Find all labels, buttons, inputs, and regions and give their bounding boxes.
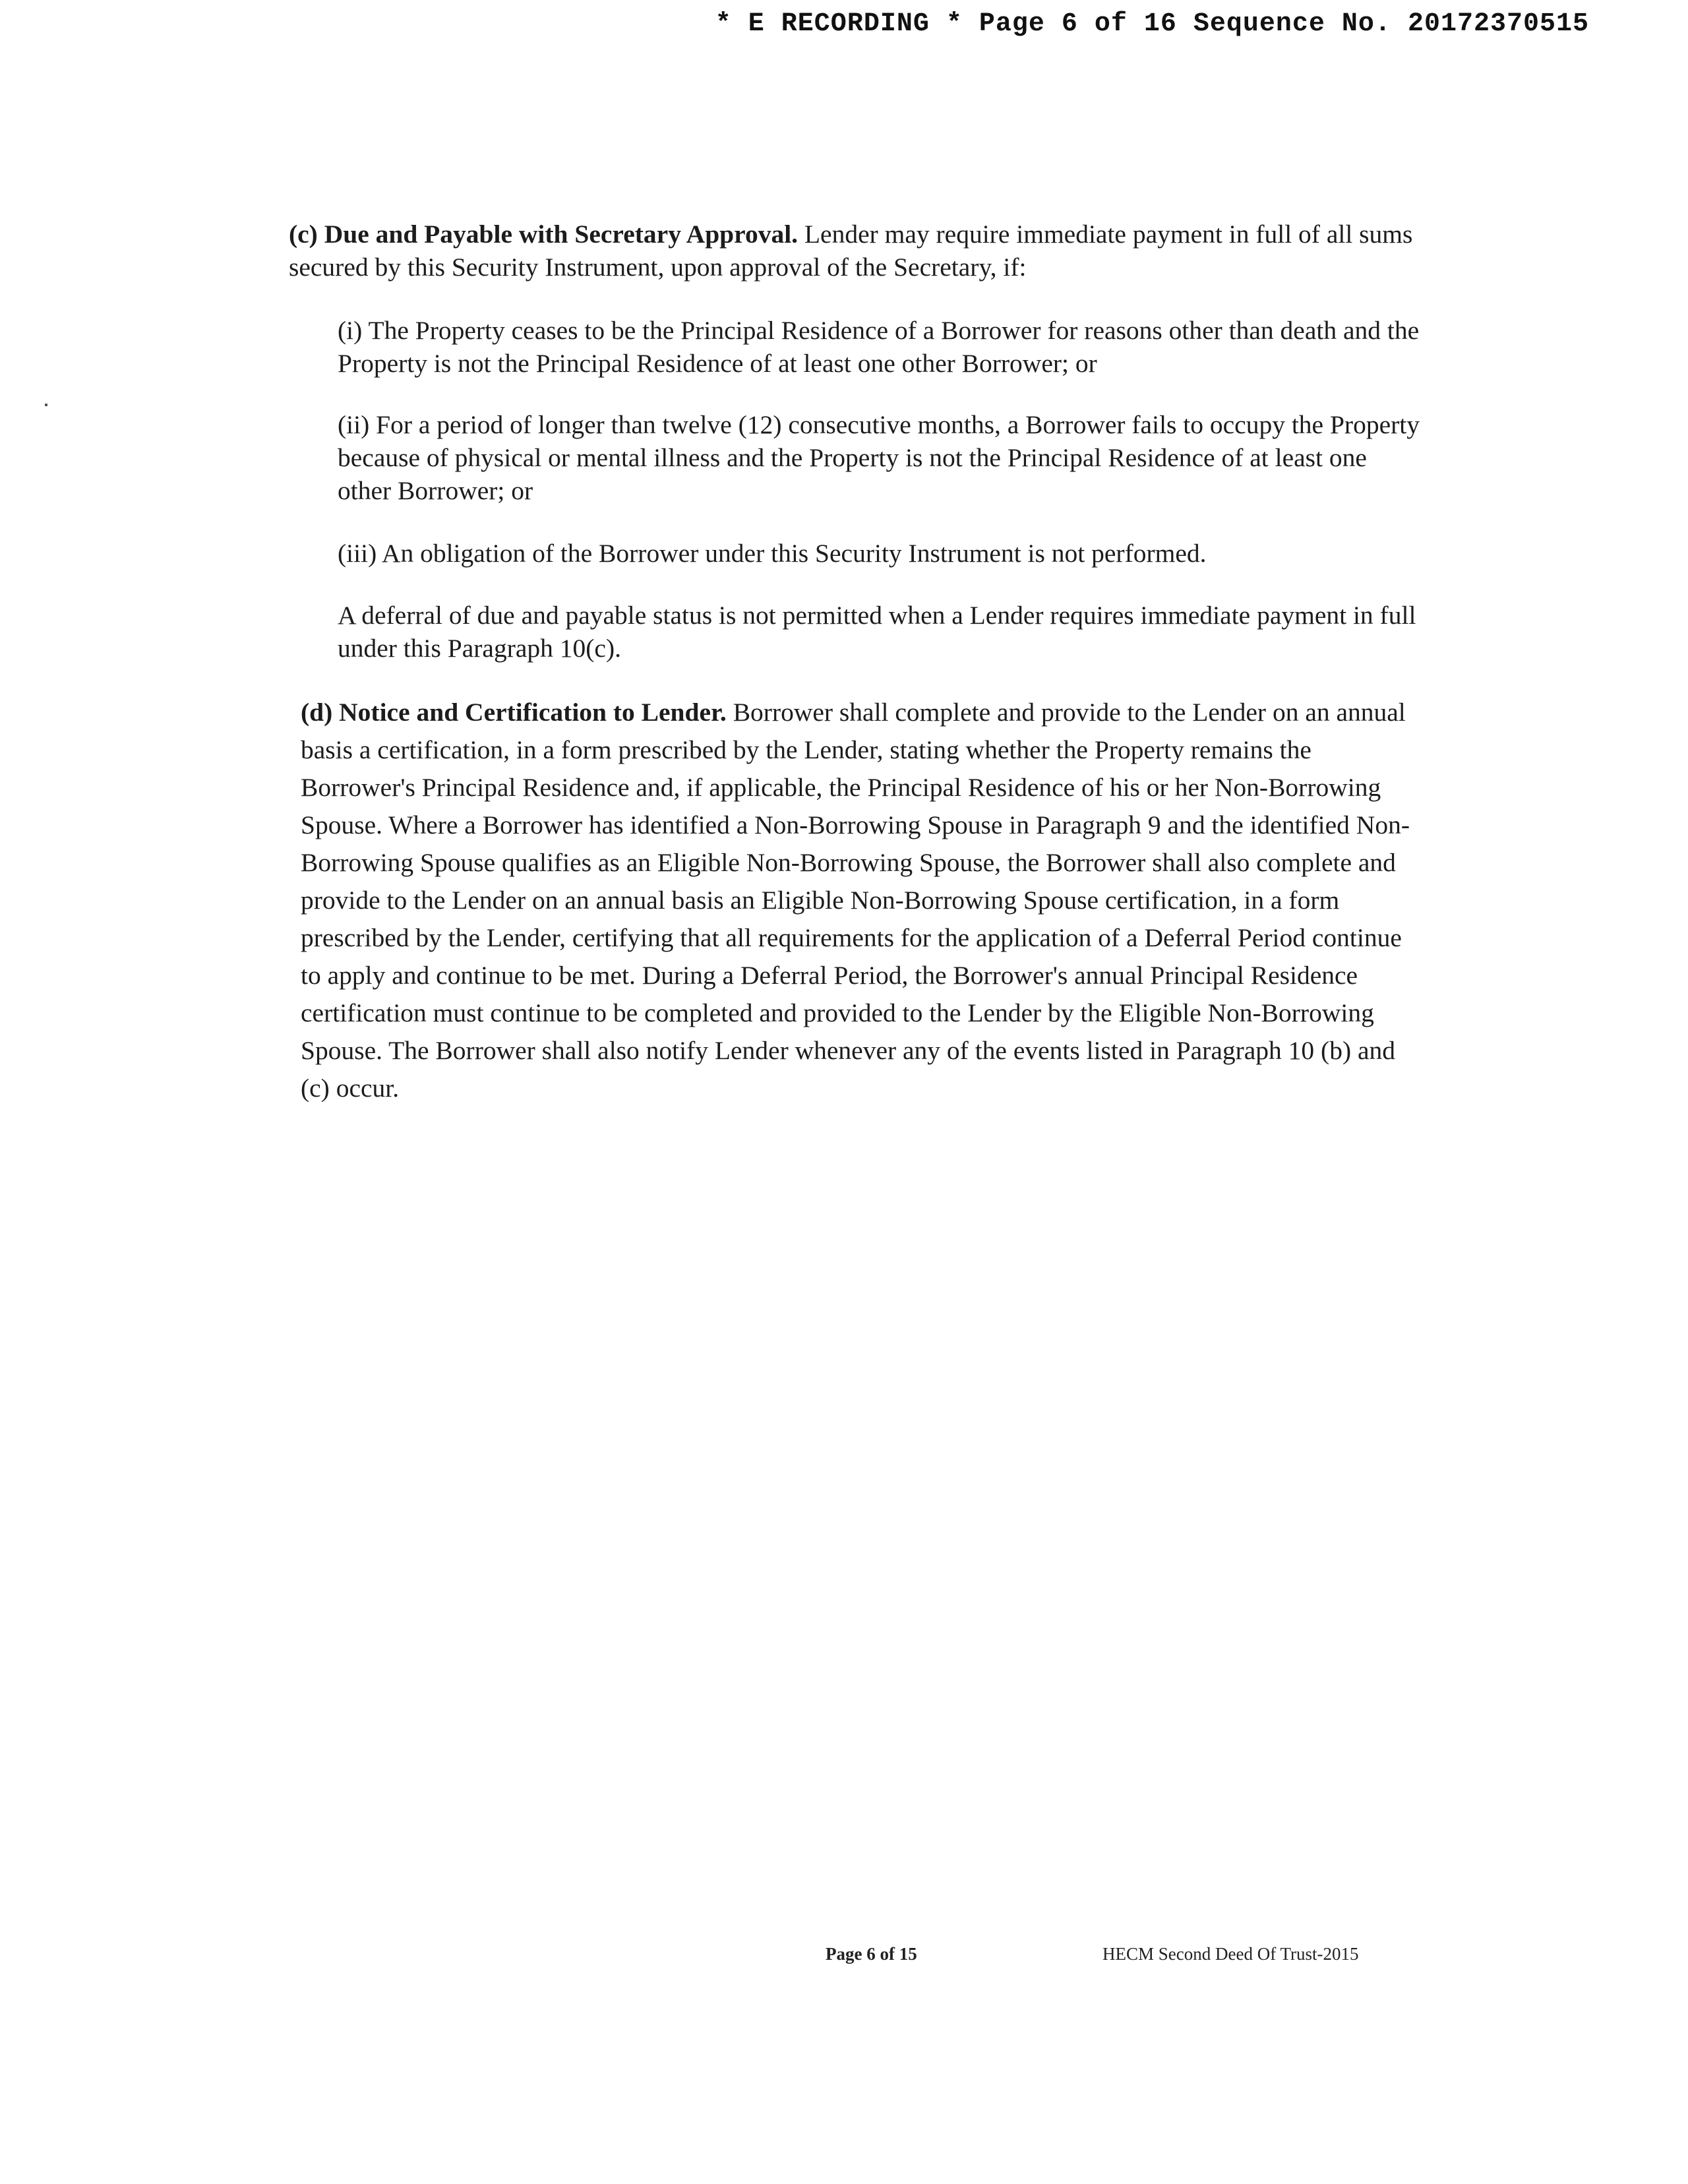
section-d-body: Borrower shall complete and provide to the Lender on an annual basis a certification, in a form prescribed by the Lender, stating whether the Property remains the Borrower's Principal Residence and, if applicable, the Principal Residence of his or her Non-Borrowing Spouse. Where a Borrower has identified a Non-Borrowing Spouse in Paragraph 9 and the identified Non-Borrowing Spouse qualifies as an Eligible Non-Borrowing Spouse, the Borrower shall also complete and provide to the Lender on an annual basis an Eligible Non-Borrowing Spouse certification, in a form prescribed by the Lender, certifying that all requirements for the application of a Deferral Period continue to apply and continue to be met. During a Deferral Period, the Borrower's annual Principal Residence certification must continue to be completed and provided to the Lender by the Eligible Non-Borrowing Spouse. The Borrower shall also notify Lender whenever any of the events listed in Paragraph 10 (b) and (c) occur. [301, 698, 1410, 1103]
section-c-item-ii: (ii) For a period of longer than twelve (12) consecutive months, a Borrower fails to occupy the Property because of physical or mental illness and the Property is not the Principal Residence of at least one other Borrower; or [338, 410, 1420, 505]
section-c-heading: (c) Due and Payable with Secretary Approval. [289, 220, 799, 249]
deferral-note: A deferral of due and payable status is not permitted when a Lender requires immediate payment in full under this Paragraph 10(c). [338, 601, 1416, 663]
recording-stamp-header: * E RECORDING * Page 6 of 16 Sequence No. 20172370515 [715, 9, 1589, 39]
scan-artifact-mark [45, 404, 47, 406]
section-c-item-iii: (iii) An obligation of the Borrower under this Security Instrument is not performed. [338, 539, 1207, 568]
section-d-paragraph [301, 694, 1428, 1107]
section-c-paragraph [289, 218, 1423, 284]
footer-page-number: Page 6 of 15 [826, 1944, 917, 1964]
section-c-body: Lender may require immediate payment in full of all sums secured by this Security Instrument, upon approval of the Secretary, if: [289, 220, 1413, 282]
section-d-heading: (d) Notice and Certification to Lender. [301, 698, 727, 727]
section-c-item-i: (i) The Property ceases to be the Principal Residence of a Borrower for reasons other than death and the Property is not the Principal Residence of at least one other Borrower; or [338, 316, 1420, 378]
footer-document-title: HECM Second Deed Of Trust-2015 [1102, 1944, 1359, 1964]
